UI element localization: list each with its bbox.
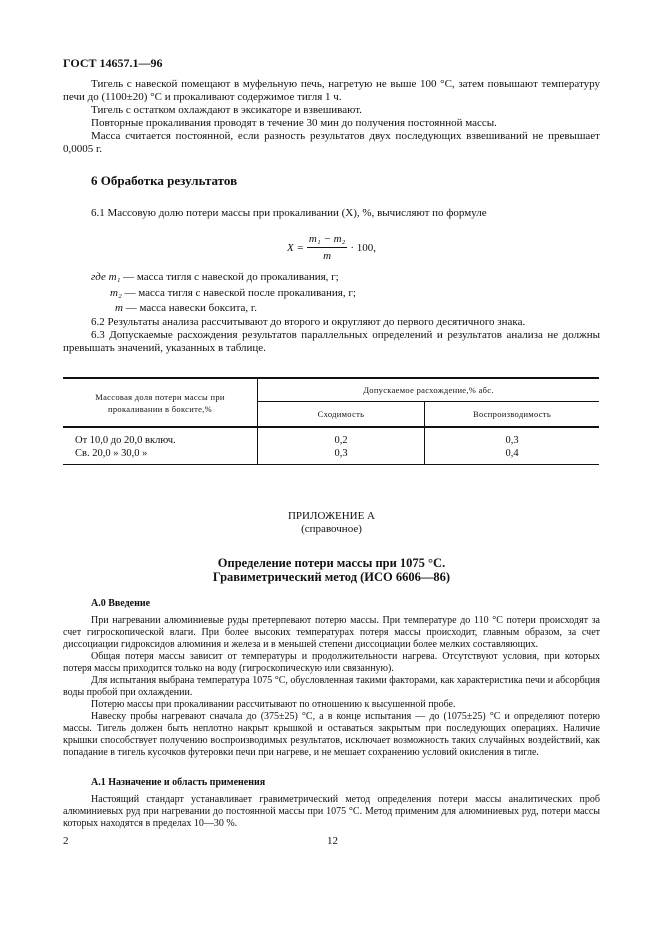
- numerator: m₁ − m₂: [307, 233, 347, 248]
- symbol: m₂: [110, 287, 122, 299]
- range-row-1: От 10,0 до 20,0 включ.: [75, 435, 176, 446]
- value: 0,2: [334, 435, 348, 446]
- paragraph: Тигель с остатком охлаждают в эксикаторе и взвешивают.: [91, 104, 362, 116]
- appendix-type: (справочное): [301, 523, 362, 535]
- value: 0,3: [505, 435, 519, 446]
- fraction: [307, 233, 347, 263]
- header-repeatability: Сходимость: [258, 402, 425, 428]
- paragraphs-6-2-6-3: [63, 316, 600, 355]
- paragraph: 6.3 Допускаемые расхождения результатов параллельных определений и результатов анализа не должны превышать значений, указанных в таблице.: [63, 329, 600, 354]
- header-reproducibility: Воспроизводимость: [425, 402, 600, 428]
- appendix-title-line1: Определение потери массы при 1075 °С.: [217, 556, 446, 570]
- header-allowed-discrepancy: Допускаемое расхождение,% абс.: [258, 378, 600, 402]
- paragraph: 6.1 Массовую долю потери массы при прокаливании (X), %, вычисляют по формуле: [91, 207, 487, 219]
- paragraph: Масса считается постоянной, если разность результатов двух последующих взвешиваний не превышает 0,0005 г.: [63, 130, 600, 155]
- range-row-2: Св. 20,0 » 30,0 »: [75, 448, 148, 459]
- paragraph: Повторные прокаливания проводят в течение 30 мин до получения постоянной массы.: [91, 117, 497, 129]
- paragraph-6-1: [63, 207, 600, 220]
- denominator: m: [323, 250, 332, 262]
- paragraph: Потерю массы при прокаливании рассчитывают по отношению к высушенной пробе.: [91, 699, 456, 710]
- section-a0-body: [63, 615, 600, 759]
- paragraph: Общая потеря массы зависит от температуры и продолжительности нагрева. Отсутствуют условия, при которых потеря массы приходится только на воду (гигроскопическую или связанную).: [63, 651, 600, 674]
- table-cell-range: [63, 427, 258, 465]
- section-6-title: 6 Обработка результатов: [91, 173, 238, 188]
- page-number-left: 2: [63, 835, 69, 847]
- section-a0-title: А.0 Введение: [91, 598, 151, 609]
- symbol: m: [115, 302, 123, 314]
- symbol: где m₁: [91, 271, 121, 283]
- paragraph: Навеску пробы нагревают сначала до (375±25) °С, а в конце испытания — до (1075±25) °С и определяют потерю массы. Тигель должен быть неплотно накрыт крышкой и оставаться закрытым при последующих операциях. Наличие крышки способствует получению воспроизводимых результатов, исключает возможность таких случайных воздействий, как попадание в тигель кусочков футеровки печи при нагреве, и не мешает сохранению условий окисления в тигле.: [63, 711, 600, 758]
- value: 0,4: [505, 448, 519, 459]
- paragraph: При нагревании алюминиевые руды претерпевают потерю массы. При температуре до 110 °С потери происходят за счет гигроскопической влаги. При более высоких температурах потеря массы происходит, главным образом, за счет диссоциации гидроксидов алюминия и железа и в меньшей степени диссоциации более мелких составляющих.: [63, 615, 600, 650]
- appendix-title-line2: Гравиметрический метод (ИСО 6606—86): [212, 570, 451, 584]
- paragraph: Для испытания выбрана температура 1075 °С, обусловленная такими факторами, как характеристика печи и абсорбция воды пробой при охлаждении.: [63, 675, 600, 698]
- paragraph: Настоящий стандарт устанавливает гравиметрический метод определения потери массы аналитических проб алюминиевых руд при нагревании до постоянной массы при 1075 °С. Метод применим для алюминиевых руд, потери массы которых находятся в пределах 10—30 %.: [63, 794, 600, 829]
- tolerance-table: [63, 377, 599, 465]
- definition: — масса навески боксита, г.: [122, 302, 257, 314]
- appendix-label: ПРИЛОЖЕНИЕ А: [287, 510, 375, 522]
- table-cell-reproducibility: [425, 427, 600, 465]
- table-cell-repeatability: [258, 427, 425, 465]
- value: 0,3: [334, 448, 348, 459]
- paragraph: 6.2 Результаты анализа рассчитывают до второго и округляют до первого десятичного знака.: [91, 316, 526, 328]
- where-line: [115, 302, 257, 315]
- definition: — масса тигля с навеской после прокаливания, г;: [121, 287, 356, 299]
- standard-header: ГОСТ 14657.1—96: [63, 56, 163, 70]
- where-line: [110, 287, 356, 300]
- formula-lhs: X =: [287, 241, 304, 254]
- intro-block: [63, 78, 600, 156]
- where-line: [91, 271, 339, 284]
- formula: [287, 233, 376, 263]
- section-a1-title: А.1 Назначение и область применения: [91, 777, 266, 788]
- page-number-right: 12: [327, 835, 338, 847]
- definition: — масса тигля с навеской до прокаливания, г;: [120, 271, 339, 283]
- header-mass-fraction: Массовая доля потери массы при прокаливании в боксите,%: [63, 378, 258, 427]
- formula-tail: · 100,: [350, 241, 377, 254]
- section-a1-body: [63, 794, 600, 830]
- paragraph: Тигель с навеской помещают в муфельную печь, нагретую не выше 100 °С, затем повышают температуру печи до (1100±20) °С и прокаливают содержимое тигля 1 ч.: [63, 78, 600, 103]
